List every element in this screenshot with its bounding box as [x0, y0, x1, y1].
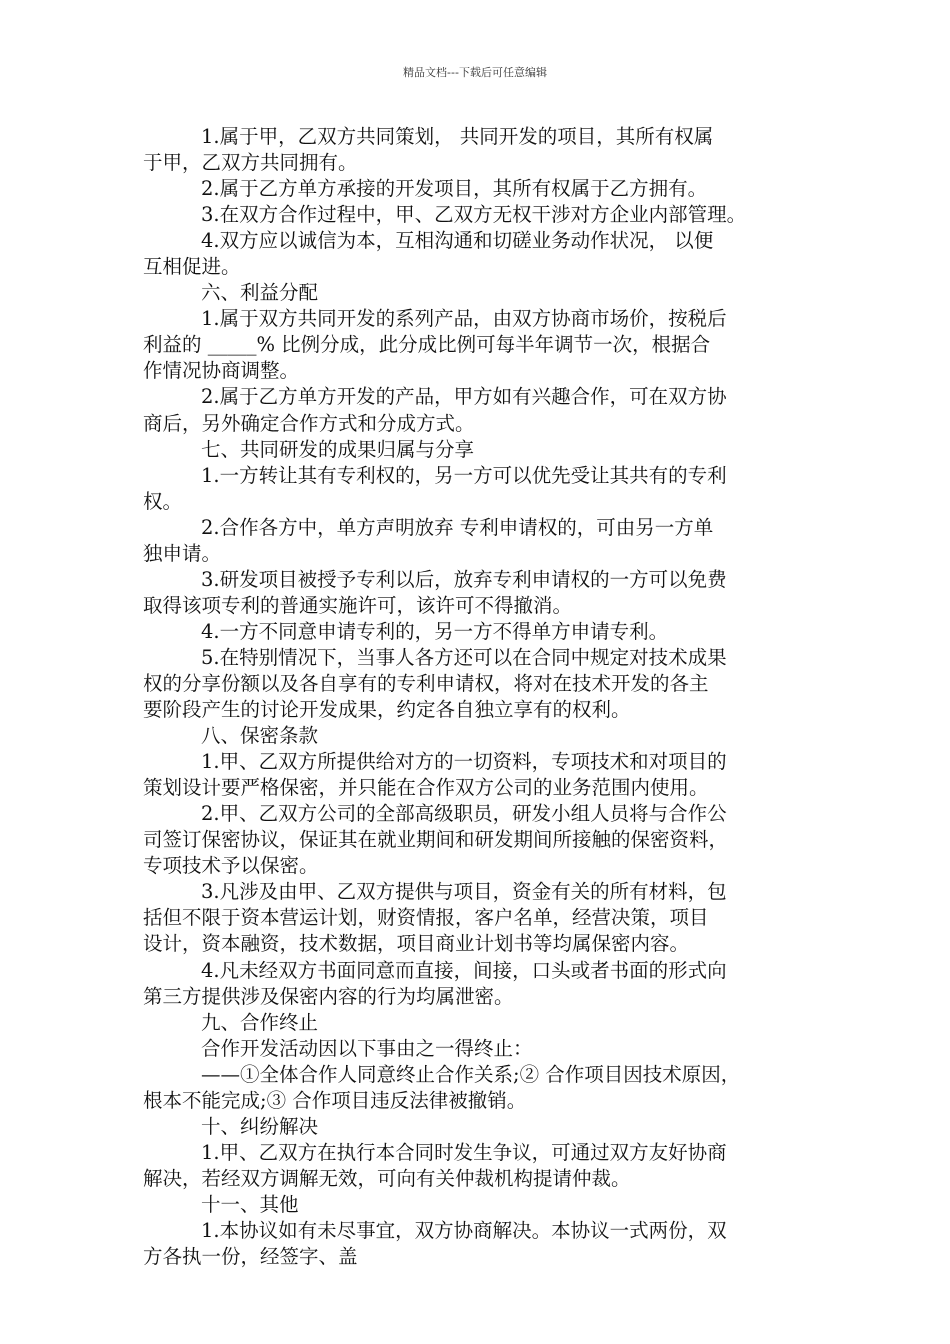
text-line: 2.合作各方中，单方声明放弃 专利申请权的，可由另一方单: [201, 515, 714, 539]
text-line: 4.一方不同意申请专利的，另一方不得单方申请专利。: [201, 619, 669, 643]
text-line: 六、利益分配: [201, 281, 319, 305]
text-line: 策划设计要严格保密，并只能在合作双方公司的业务范围内使用。: [143, 776, 709, 800]
text-line: 1.甲、乙双方所提供给对方的一切资料，专项技术和对项目的: [201, 750, 727, 774]
text-line: 第三方提供涉及保密内容的行为均属泄密。: [143, 984, 514, 1008]
text-line: 商后，另外确定合作方式和分成方式。: [143, 411, 475, 435]
text-line: 利益的 _____% 比例分成，此分成比例可每半年调节一次，根据合: [143, 333, 711, 357]
text-line: 解决，若经双方调解无效，可向有关仲裁机构提请仲裁。: [143, 1166, 631, 1190]
text-line: 取得该项专利的普通实施许可，该许可不得撤消。: [143, 593, 573, 617]
text-line: 八、保密条款: [201, 724, 319, 748]
text-line: 2.甲、乙双方公司的全部高级职员，研发小组人员将与合作公: [201, 802, 727, 826]
text-line: 设计，资本融资，技术数据，项目商业计划书等均属保密内容。: [143, 932, 690, 956]
text-line: 2.属于乙方单方开发的产品，甲方如有兴趣合作，可在双方协: [201, 385, 727, 409]
text-line: 1.甲、乙双方在执行本合同时发生争议，可通过双方友好协商: [201, 1140, 727, 1164]
text-line: 1.一方转让其有专利权的，另一方可以优先受让其共有的专利: [201, 463, 727, 487]
text-line: 合作开发活动因以下事由之一得终止：: [201, 1036, 533, 1060]
text-line: 要阶段产生的讨论开发成果，约定各自独立享有的权利。: [143, 698, 631, 722]
text-line: 3.凡涉及由甲、乙双方提供与项目，资金有关的所有材料，包: [201, 880, 727, 904]
text-line: 七、共同研发的成果归属与分享: [201, 437, 475, 461]
text-line: 括但不限于资本营运计划，财资情报，客户名单，经营决策，项目: [143, 906, 709, 930]
text-line: 互相促进。: [143, 255, 241, 279]
text-line: 1.属于双方共同开发的系列产品，由双方协商市场价，按税后: [201, 307, 727, 331]
text-line: ——①全体合作人同意终止合作关系;② 合作项目因技术原因，: [201, 1062, 741, 1086]
text-line: 4.凡未经双方书面同意而直接，间接，口头或者书面的形式向: [201, 958, 727, 982]
page-header: 精品文档---下载后可任意编辑: [403, 66, 547, 79]
text-line: 九、合作终止: [201, 1010, 319, 1034]
text-line: 权的分享份额以及各自享有的专利申请权，将对在技术开发的各主: [143, 671, 709, 695]
document-body: [143, 124, 808, 1270]
text-line: 4.双方应以诚信为本，互相沟通和切磋业务动作状况， 以便: [201, 229, 714, 253]
text-line: 3.在双方合作过程中，甲、乙双方无权干涉对方企业内部管理。: [201, 203, 747, 227]
text-line: 作情况协商调整。: [143, 359, 300, 383]
text-line: 3.研发项目被授予专利以后，放弃专利申请权的一方可以免费: [201, 567, 727, 591]
text-line: 1.本协议如有未尽事宜，双方协商解决。本协议一式两份，双: [201, 1218, 727, 1242]
text-line: 司签订保密协议，保证其在就业期间和研发期间所接触的保密资料，: [143, 828, 729, 852]
text-line: 于甲，乙双方共同拥有。: [143, 151, 358, 175]
text-line: 十一、其他: [201, 1192, 299, 1216]
text-line: 专项技术予以保密。: [143, 854, 319, 878]
text-line: 权。: [143, 489, 183, 513]
text-line: 5.在特别情况下，当事人各方还可以在合同中规定对技术成果: [201, 645, 727, 669]
text-line: 方各执一份，经签字、盖: [143, 1245, 358, 1269]
text-line: 2.属于乙方单方承接的开发项目，其所有权属于乙方拥有。: [201, 177, 708, 201]
text-line: 1.属于甲，乙双方共同策划， 共同开发的项目，其所有权属: [201, 125, 714, 148]
text-line: 独申请。: [143, 541, 222, 565]
text-line: 根本不能完成;③ 合作项目违反法律被撤销。: [143, 1088, 527, 1112]
text-line: 十、纠纷解决: [201, 1114, 319, 1138]
